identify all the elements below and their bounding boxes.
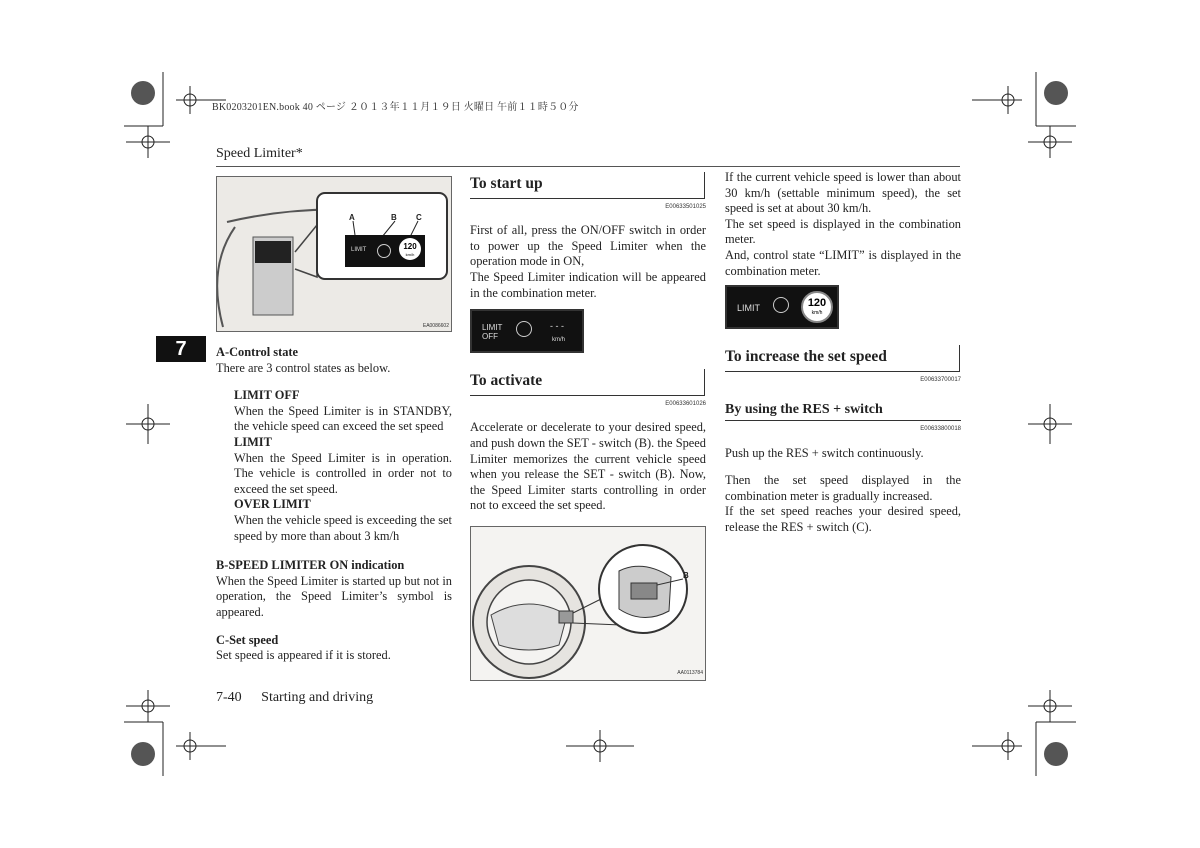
state-desc: When the vehicle speed is exceeding the set speed by more than about 3 km/h bbox=[234, 512, 452, 543]
figure-code: AA0113784 bbox=[677, 670, 703, 676]
speedometer-icon bbox=[377, 244, 391, 258]
figure-steering-wheel bbox=[470, 526, 706, 681]
section-title: Speed Limiter* bbox=[216, 146, 303, 161]
set-speed-title: C-Set speed bbox=[216, 632, 279, 647]
section-code: E00633800018 bbox=[920, 425, 961, 432]
lcd-limit-off bbox=[470, 309, 584, 353]
callout-c: C bbox=[416, 213, 422, 222]
state-name: OVER LIMIT bbox=[234, 497, 311, 512]
book-meta-line: BK0203201EN.book 40 ページ ２０１３年１１月１９日 火曜日 午前１１時５０分 bbox=[212, 102, 579, 113]
lcd-limit-label: LIMIT bbox=[351, 247, 367, 253]
res-paragraph: Push up the RES + switch continuously. bbox=[725, 445, 924, 460]
lcd-speed-value: 120 bbox=[403, 242, 417, 251]
steering-wheel-illustration bbox=[471, 527, 705, 680]
right-paragraph: The set speed is displayed in the combination meter. bbox=[725, 216, 961, 247]
res-paragraph: If the set speed reaches your desired speed, release the RES + switch (C). bbox=[725, 504, 961, 534]
subheading-res-switch: By using the RES + switch bbox=[725, 402, 961, 421]
indication-title: B-SPEED LIMITER ON indication bbox=[216, 558, 405, 573]
right-paragraph: If the current vehicle speed is lower than about 30 km/h (settable minimum speed), the set speed is set at about 30 km/h. bbox=[725, 170, 961, 216]
left-column bbox=[216, 345, 452, 664]
right-column bbox=[725, 170, 961, 536]
section-code: E00633601026 bbox=[665, 400, 706, 407]
set-speed-circle bbox=[801, 291, 833, 323]
state-name: LIMIT OFF bbox=[234, 388, 300, 403]
heading-to-start-up: To start up bbox=[470, 172, 705, 199]
speedometer-icon bbox=[516, 321, 532, 337]
figure-code: EA0086602 bbox=[422, 323, 449, 329]
middle-column bbox=[470, 172, 706, 514]
heading-to-activate: To activate bbox=[470, 369, 705, 396]
header-rule bbox=[216, 166, 960, 167]
registration-mark-bottom-right bbox=[1044, 742, 1068, 766]
right-paragraph: And, control state “LIMIT” is displayed in the combination meter. bbox=[725, 247, 961, 278]
lcd-off-unit: km/h bbox=[552, 337, 566, 344]
speedometer-icon bbox=[773, 297, 789, 313]
state-name: LIMIT bbox=[234, 434, 272, 449]
registration-mark-bottom-left bbox=[131, 742, 155, 766]
lcd-off-dashes: - - - bbox=[550, 321, 564, 332]
lcd-limit-set bbox=[725, 285, 839, 329]
chapter-name: Starting and driving bbox=[261, 690, 374, 705]
lcd-off-limit: LIMIT bbox=[482, 323, 503, 333]
section-code: E00633700017 bbox=[920, 376, 961, 383]
res-paragraph: Then the set speed displayed in the combination meter is gradually increased. bbox=[725, 473, 961, 503]
start-paragraph: First of all, press the ON/OFF switch in order to power up the Speed Limiter when the operation mode in ON, bbox=[470, 223, 706, 269]
control-state-intro: There are 3 control states as below. bbox=[216, 360, 391, 375]
control-state-title: A-Control state bbox=[216, 345, 299, 359]
set-speed-circle bbox=[399, 238, 421, 260]
registration-mark-top-right bbox=[1044, 81, 1068, 105]
set-speed-desc: Set speed is appeared if it is stored. bbox=[216, 648, 391, 663]
lcd-speed-value: 120 bbox=[807, 297, 827, 310]
page-footer bbox=[216, 690, 373, 706]
state-desc: When the Speed Limiter is in operation. The vehicle is controlled in order not to exceed the set speed. bbox=[234, 450, 452, 496]
lcd-off-off: OFF bbox=[482, 332, 498, 342]
lcd-speed-unit: km/h bbox=[811, 310, 823, 317]
callout-b: B bbox=[391, 213, 397, 222]
callout-a: A bbox=[349, 213, 355, 222]
heading-increase-set-speed: To increase the set speed bbox=[725, 345, 960, 372]
registration-mark-top-left bbox=[131, 81, 155, 105]
chapter-tab: 7 bbox=[156, 336, 206, 362]
callout-b: B bbox=[683, 571, 689, 580]
section-code: E00633501025 bbox=[665, 203, 706, 210]
cluster-lcd bbox=[345, 235, 425, 267]
indication-desc: When the Speed Limiter is started up but not in operation, the Speed Limiter’s symbol is appeared. bbox=[216, 573, 452, 619]
lcd-speed-unit: km/h bbox=[405, 252, 415, 257]
start-paragraph: The Speed Limiter indication will be appeared in the combination meter. bbox=[470, 269, 706, 300]
lcd-limit-label: LIMIT bbox=[737, 303, 761, 314]
activate-paragraph: Accelerate or decelerate to your desired speed, and push down the SET - switch (B). the Speed Limiter memorizes the current vehicle speed when you release the SET - switch (B). Now, the Speed Limiter starts controlling in order not to exceed the set speed. bbox=[470, 420, 706, 513]
figure-instrument-cluster bbox=[216, 176, 452, 332]
page-number: 7-40 bbox=[216, 690, 242, 705]
state-desc: When the Speed Limiter is in STANDBY, the vehicle speed can exceed the set speed bbox=[234, 403, 452, 434]
